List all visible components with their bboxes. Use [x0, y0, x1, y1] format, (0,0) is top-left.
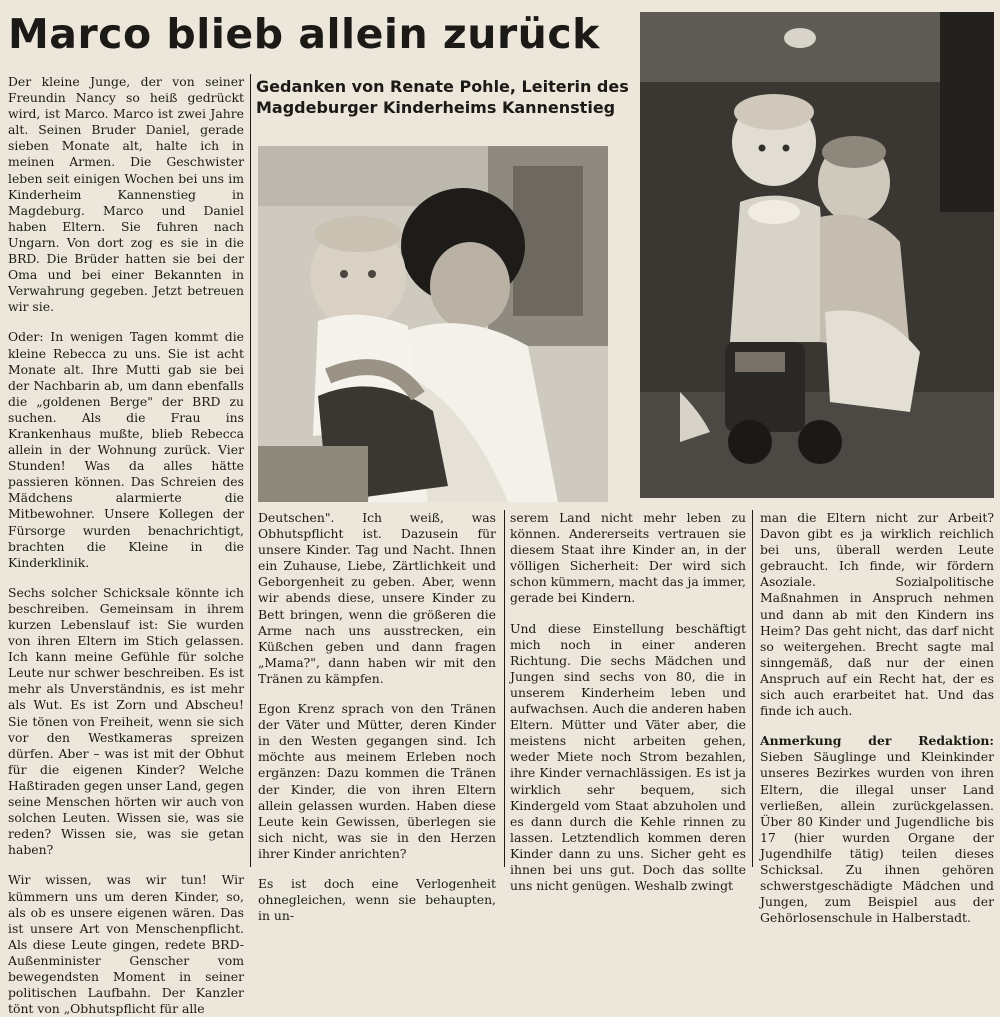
article-column-3 — [510, 510, 746, 894]
paragraph: Egon Krenz sprach von den Tränen der Väter und Mütter, deren Kinder in den Westen gegangen sind. Ich möchte aus meinem Erleben noch ergänzen: Dazu kommen die Tränen der Kinder, die von ihren Eltern allein gelassen wurden. Haben diese Leute kein Gewissen, überlegen sie sich nicht, was sie in den Herzen ihrer Kinder anrichten? — [258, 701, 496, 861]
article-headline: Marco blieb allein zurück — [8, 10, 600, 58]
paragraph: Oder: In wenigen Tagen kommt die kleine Rebecca zu uns. Sie ist acht Monate alt. Ihre Mutti gab sie bei der Nachbarin ab, um dann ebenfalls die „goldenen Berge" der BRD zu suchen. Als die Frau ins Krankenhaus mußte, blieb Rebecca allein in der Wohnung zurück. Vier Stunden! Was da alles hätte passieren können. Das Schreien des Mädchens alarmierte die Mitbewohner. Unsere Kollegen der Fürsorge wurden benachrichtigt, brachten die Kleine in die Kinderklinik. — [8, 329, 244, 570]
photo-woman-with-baby — [258, 146, 608, 502]
paragraph: man die Eltern nicht zur Arbeit? Davon gibt es ja wirklich reichlich bei uns, überall werden Leute gebraucht. Ich finde, wir fördern Asoziale. Sozialpolitische Maßnahmen in Anspruch nehmen und dann ab mit den Kindern ins Heim? Das geht nicht, das darf nicht so weitergehen. Brecht sagte mal sinngemäß, daß nur der einen Anspruch auf ein Recht hat, der es sich auch erarbeitet hat. Und das finde ich auch. — [760, 510, 994, 719]
article-column-4 — [760, 510, 994, 926]
article-column-2 — [258, 510, 496, 924]
editor-note — [760, 733, 994, 926]
paragraph: Der kleine Junge, der von seiner Freundin Nancy so heiß gedrückt wird, ist Marco. Marco ist zwei Jahre alt. Seinen Bruder Daniel, gerade sieben Monate alt, halte ich in meinen Armen. Die Geschwister leben seit einigen Wochen bei uns im Kinderheim Kannenstieg in Magdeburg. Marco und Daniel haben Eltern. Sie fuhren nach Ungarn. Von dort zog es sie in die BRD. Die Brüder hatten sie bei der Oma und bei einer Bekannten in Verwahrung gegeben. Jetzt betreuen wir sie. — [8, 74, 244, 315]
editor-note-text: Sieben Säuglinge und Kleinkinder unseres Bezirkes wurden von ihren Eltern, die illegal unser Land verließen, allein zurückgelassen. Über 80 Kinder und Jugendliche bis 17 (hier wurden Organe der Jugendhilfe tätig) teilen dieses Schicksal. Zu ihnen gehören schwerstgeschädigte Mädchen und Jungen, zum Beispiel aus der Gehörlosenschule in Halberstadt. — [760, 749, 994, 926]
editor-note-label: Anmerkung der Redaktion: — [760, 733, 994, 749]
paragraph: Wir wissen, was wir tun! Wir kümmern uns um deren Kinder, so, als ob es unsere eigenen wären. Das ist unsere Art von Menschenpflicht. Als diese Leute gingen, redete BRD-Außenminister Genscher vom bewegendsten Moment in seiner politischen Laufbahn. Der Kanzler tönt von „Obhutspflicht für alle — [8, 872, 244, 1017]
paragraph: serem Land nicht mehr leben zu können. Andererseits vertrauen sie diesem Staat ihre Kinder an, in der völligen Sicherheit: Der wird sich schon kümmern, macht das ja immer, gerade bei Kindern. — [510, 510, 746, 606]
paragraph: Es ist doch eine Verlogenheit ohnegleichen, wenn sie behaupten, in un- — [258, 875, 496, 924]
paragraph: Und diese Einstellung beschäftigt mich noch in einer anderen Richtung. Die sechs Mädchen und Jungen sind sechs von 80, die in unserem Kinderheim leben und aufwachsen. Auch die anderen haben Eltern. Mütter und Väter aber, die meistens nicht arbeiten gehen, weder Miete noch Strom bezahlen, ihre Kinder vernachlässigen. Es ist ja wirklich sehr bequem, sich Kindergeld vom Staat abzuholen und es dann durch die Kehle rinnen zu lassen. Letztendlich kommen deren Kinder dann zu uns. Sicher geht es ihnen bei uns gut. Doch das sollte uns nicht genügen. Weshalb zwingt — [510, 620, 746, 894]
column-rule — [504, 510, 505, 867]
column-rule — [250, 74, 251, 867]
photo-two-children — [640, 12, 994, 498]
article-column-1 — [8, 74, 244, 1017]
paragraph: Deutschen". Ich weiß, was Obhutspflicht ist. Dazusein für unsere Kinder. Tag und Nacht. Ihnen ein Zuhause, Liebe, Zärtlichkeit und Geborgenheit zu geben. Aber, wenn wir abends diese, unsere Kinder zu Bett bringen, wenn die größeren die Arme nach uns ausstrecken, ein Küßchen geben und dann fragen „Mama?", dann haben wir mit den Tränen zu kämpfen. — [258, 510, 496, 686]
column-rule — [752, 510, 753, 867]
article-subhead: Gedanken von Renate Pohle, Leiterin des Magdeburger Kinderheims Kannenstieg — [256, 77, 629, 117]
paragraph: Sechs solcher Schicksale könnte ich beschreiben. Gemeinsam in ihrem kurzen Lebenslauf ist: Sie wurden von ihren Eltern im Stich gelassen. Ich kann meine Gefühle für solche Leute nur schwer beschreiben. Es ist mehr als Unverständnis, es ist mehr als Wut. Es ist Zorn und Abscheu! Sie tönen von Freiheit, wenn sie sich vor den Westkameras spreizen dürfen. Aber – was ist mit der Obhut für die eigenen Kinder? Welche Haßtiraden gegen unser Land, gegen seine Menschen hörten wir auch von solchen Leuten. Wissen sie, was sie reden? Wissen sie, was sie getan haben? — [8, 584, 244, 858]
